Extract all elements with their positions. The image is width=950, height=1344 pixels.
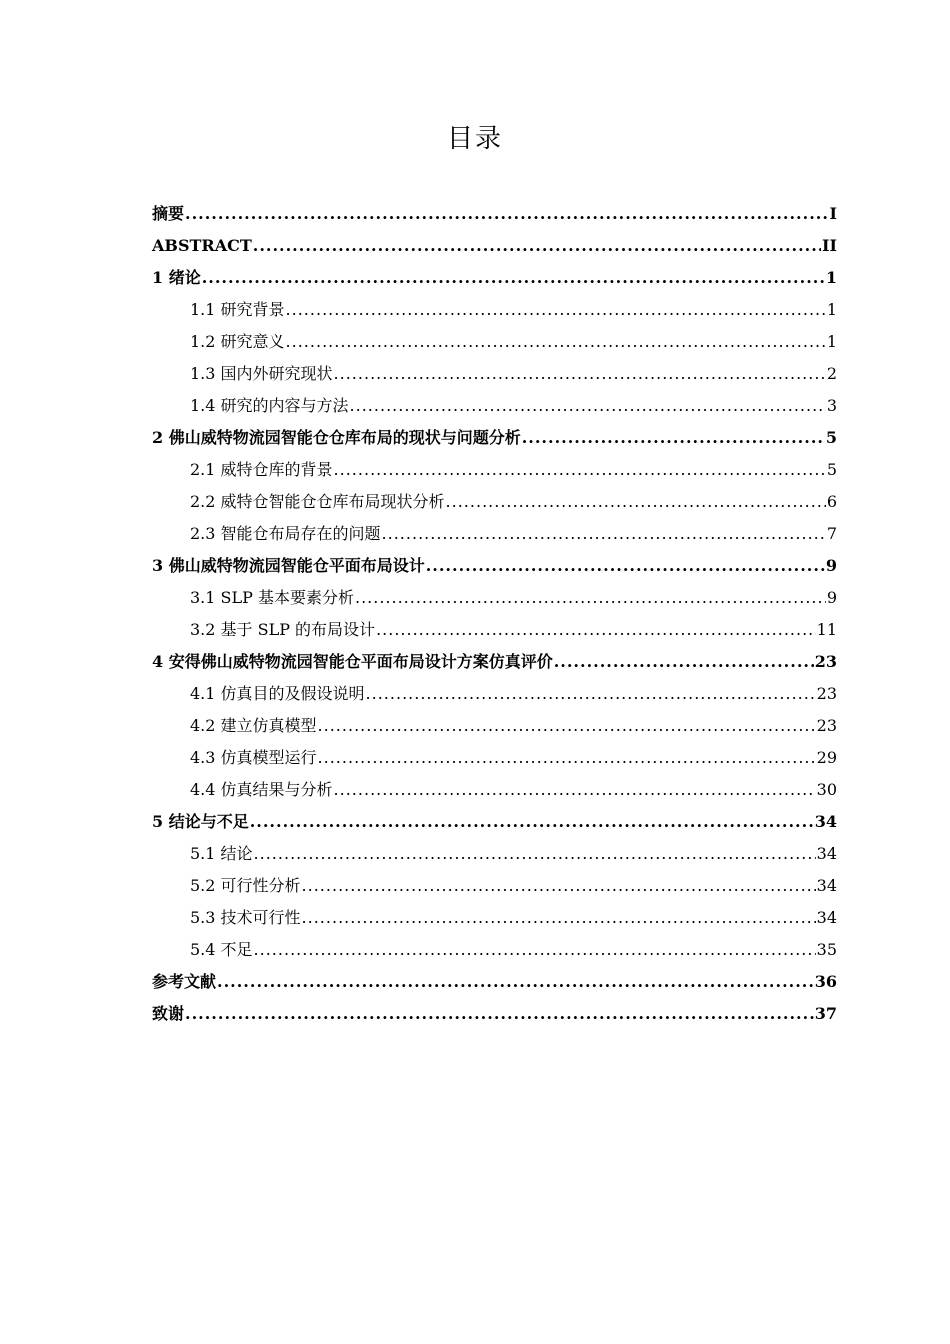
- toc-entry-page: 35: [816, 940, 837, 959]
- toc-entry-section-2-3[interactable]: [152, 518, 837, 550]
- toc-entry-section-5-2[interactable]: [152, 870, 837, 902]
- toc-entry-page: 5: [826, 460, 837, 479]
- dot-leader: [185, 998, 814, 1030]
- toc-entry-section-5-3[interactable]: [152, 902, 837, 934]
- dot-leader: [522, 422, 825, 454]
- toc-entry-label: 4.4 仿真结果与分析: [190, 780, 333, 799]
- toc-entry-page: 2: [826, 364, 837, 383]
- toc-entry-label: 4.2 建立仿真模型: [190, 716, 317, 735]
- toc-entry-chapter-4[interactable]: [152, 646, 837, 678]
- toc-entry-label: 5.1 结论: [190, 844, 253, 863]
- toc-entry-page: 1: [826, 332, 837, 351]
- toc-entry-page: 11: [816, 620, 837, 639]
- toc-entry-page: 9: [826, 588, 837, 607]
- toc-entry-section-1-2[interactable]: [152, 326, 837, 358]
- toc-entry-page: 23: [816, 716, 837, 735]
- dot-leader: [334, 454, 826, 486]
- toc-entry-page: 36: [814, 972, 837, 991]
- dot-leader: [554, 646, 814, 678]
- dot-leader: [366, 678, 816, 710]
- toc-entry-section-5-4[interactable]: [152, 934, 837, 966]
- toc-entry-page: 30: [816, 780, 837, 799]
- toc-entry-label: ABSTRACT: [152, 236, 252, 255]
- toc-entry-section-4-1[interactable]: [152, 678, 837, 710]
- toc-entry-label: 1 绪论: [152, 268, 201, 287]
- toc-entry-label: 1.1 研究背景: [190, 300, 285, 319]
- toc-entry-page: II: [822, 236, 837, 255]
- toc-entry-page: 6: [826, 492, 837, 511]
- toc-entry-abstract-en[interactable]: [152, 230, 837, 262]
- toc-entry-abstract-cn[interactable]: [152, 198, 837, 230]
- toc-entry-section-3-1[interactable]: [152, 582, 837, 614]
- dot-leader: [334, 774, 816, 806]
- dot-leader: [185, 198, 829, 230]
- toc-entry-label: 5.2 可行性分析: [190, 876, 301, 895]
- toc-entry-page: 34: [814, 812, 837, 831]
- dot-leader: [254, 934, 816, 966]
- toc-entry-chapter-3[interactable]: [152, 550, 837, 582]
- dot-leader: [376, 614, 816, 646]
- toc-entry-label: 致谢: [152, 1004, 185, 1023]
- toc-entry-chapter-1[interactable]: [152, 262, 837, 294]
- dot-leader: [318, 742, 816, 774]
- toc-entry-page: 34: [816, 844, 837, 863]
- dot-leader: [253, 230, 821, 262]
- toc-entry-section-1-3[interactable]: [152, 358, 837, 390]
- toc-entry-section-4-4[interactable]: [152, 774, 837, 806]
- dot-leader: [286, 294, 826, 326]
- dot-leader: [250, 806, 814, 838]
- toc-entry-label: 4.1 仿真目的及假设说明: [190, 684, 365, 703]
- toc-entry-page: 23: [816, 684, 837, 703]
- toc-entry-label: 1.3 国内外研究现状: [190, 364, 333, 383]
- dot-leader: [355, 582, 826, 614]
- dot-leader: [350, 390, 826, 422]
- toc-entry-label: 3 佛山威特物流园智能仓平面布局设计: [152, 556, 425, 575]
- toc-entry-page: 1: [826, 300, 837, 319]
- toc-entry-label: 4 安得佛山威特物流园智能仓平面布局设计方案仿真评价: [152, 652, 553, 671]
- page-title: 目录: [446, 124, 503, 154]
- toc-entry-label: 参考文献: [152, 972, 217, 991]
- toc-entry-page: 9: [825, 556, 837, 575]
- dot-leader: [302, 902, 816, 934]
- toc-entry-label: 1.4 研究的内容与方法: [190, 396, 349, 415]
- toc-entry-section-4-3[interactable]: [152, 742, 837, 774]
- toc-entry-page: 1: [825, 268, 837, 287]
- toc-entry-label: 2.2 威特仓智能仓仓库布局现状分析: [190, 492, 445, 511]
- toc-entry-chapter-2[interactable]: [152, 422, 837, 454]
- toc-entry-section-4-2[interactable]: [152, 710, 837, 742]
- toc-entry-label: 1.2 研究意义: [190, 332, 285, 351]
- dot-leader: [302, 870, 816, 902]
- dot-leader: [318, 710, 816, 742]
- toc-entry-label: 4.3 仿真模型运行: [190, 748, 317, 767]
- toc-entry-page: 5: [825, 428, 837, 447]
- toc-entry-label: 2 佛山威特物流园智能仓仓库布局的现状与问题分析: [152, 428, 521, 447]
- dot-leader: [217, 966, 814, 998]
- dot-leader: [202, 262, 825, 294]
- table-of-contents: [152, 198, 837, 1030]
- toc-entry-section-3-2[interactable]: [152, 614, 837, 646]
- dot-leader: [286, 326, 826, 358]
- toc-entry-label: 2.1 威特仓库的背景: [190, 460, 333, 479]
- dot-leader: [254, 838, 816, 870]
- toc-entry-page: 7: [826, 524, 837, 543]
- toc-entry-section-2-2[interactable]: [152, 486, 837, 518]
- toc-entry-section-5-1[interactable]: [152, 838, 837, 870]
- toc-entry-acknowledgements[interactable]: [152, 998, 837, 1030]
- toc-entry-label: 3.1 SLP 基本要素分析: [190, 588, 354, 607]
- dot-leader: [426, 550, 825, 582]
- dot-leader: [334, 358, 826, 390]
- toc-entry-page: 34: [816, 876, 837, 895]
- toc-entry-page: 3: [826, 396, 837, 415]
- toc-entry-label: 摘要: [152, 204, 185, 223]
- toc-entry-label: 2.3 智能仓布局存在的问题: [190, 524, 381, 543]
- toc-entry-chapter-5[interactable]: [152, 806, 837, 838]
- toc-entry-label: 5 结论与不足: [152, 812, 249, 831]
- toc-entry-section-1-1[interactable]: [152, 294, 837, 326]
- toc-entry-page: I: [829, 204, 837, 223]
- toc-entry-label: 5.4 不足: [190, 940, 253, 959]
- toc-entry-references[interactable]: [152, 966, 837, 998]
- dot-leader: [446, 486, 826, 518]
- toc-entry-label: 5.3 技术可行性: [190, 908, 301, 927]
- toc-entry-page: 29: [816, 748, 837, 767]
- toc-entry-section-2-1[interactable]: [152, 454, 837, 486]
- toc-entry-page: 23: [814, 652, 837, 671]
- toc-entry-label: 3.2 基于 SLP 的布局设计: [190, 620, 376, 639]
- toc-entry-page: 37: [814, 1004, 837, 1023]
- dot-leader: [382, 518, 826, 550]
- toc-entry-page: 34: [816, 908, 837, 927]
- toc-entry-section-1-4[interactable]: [152, 390, 837, 422]
